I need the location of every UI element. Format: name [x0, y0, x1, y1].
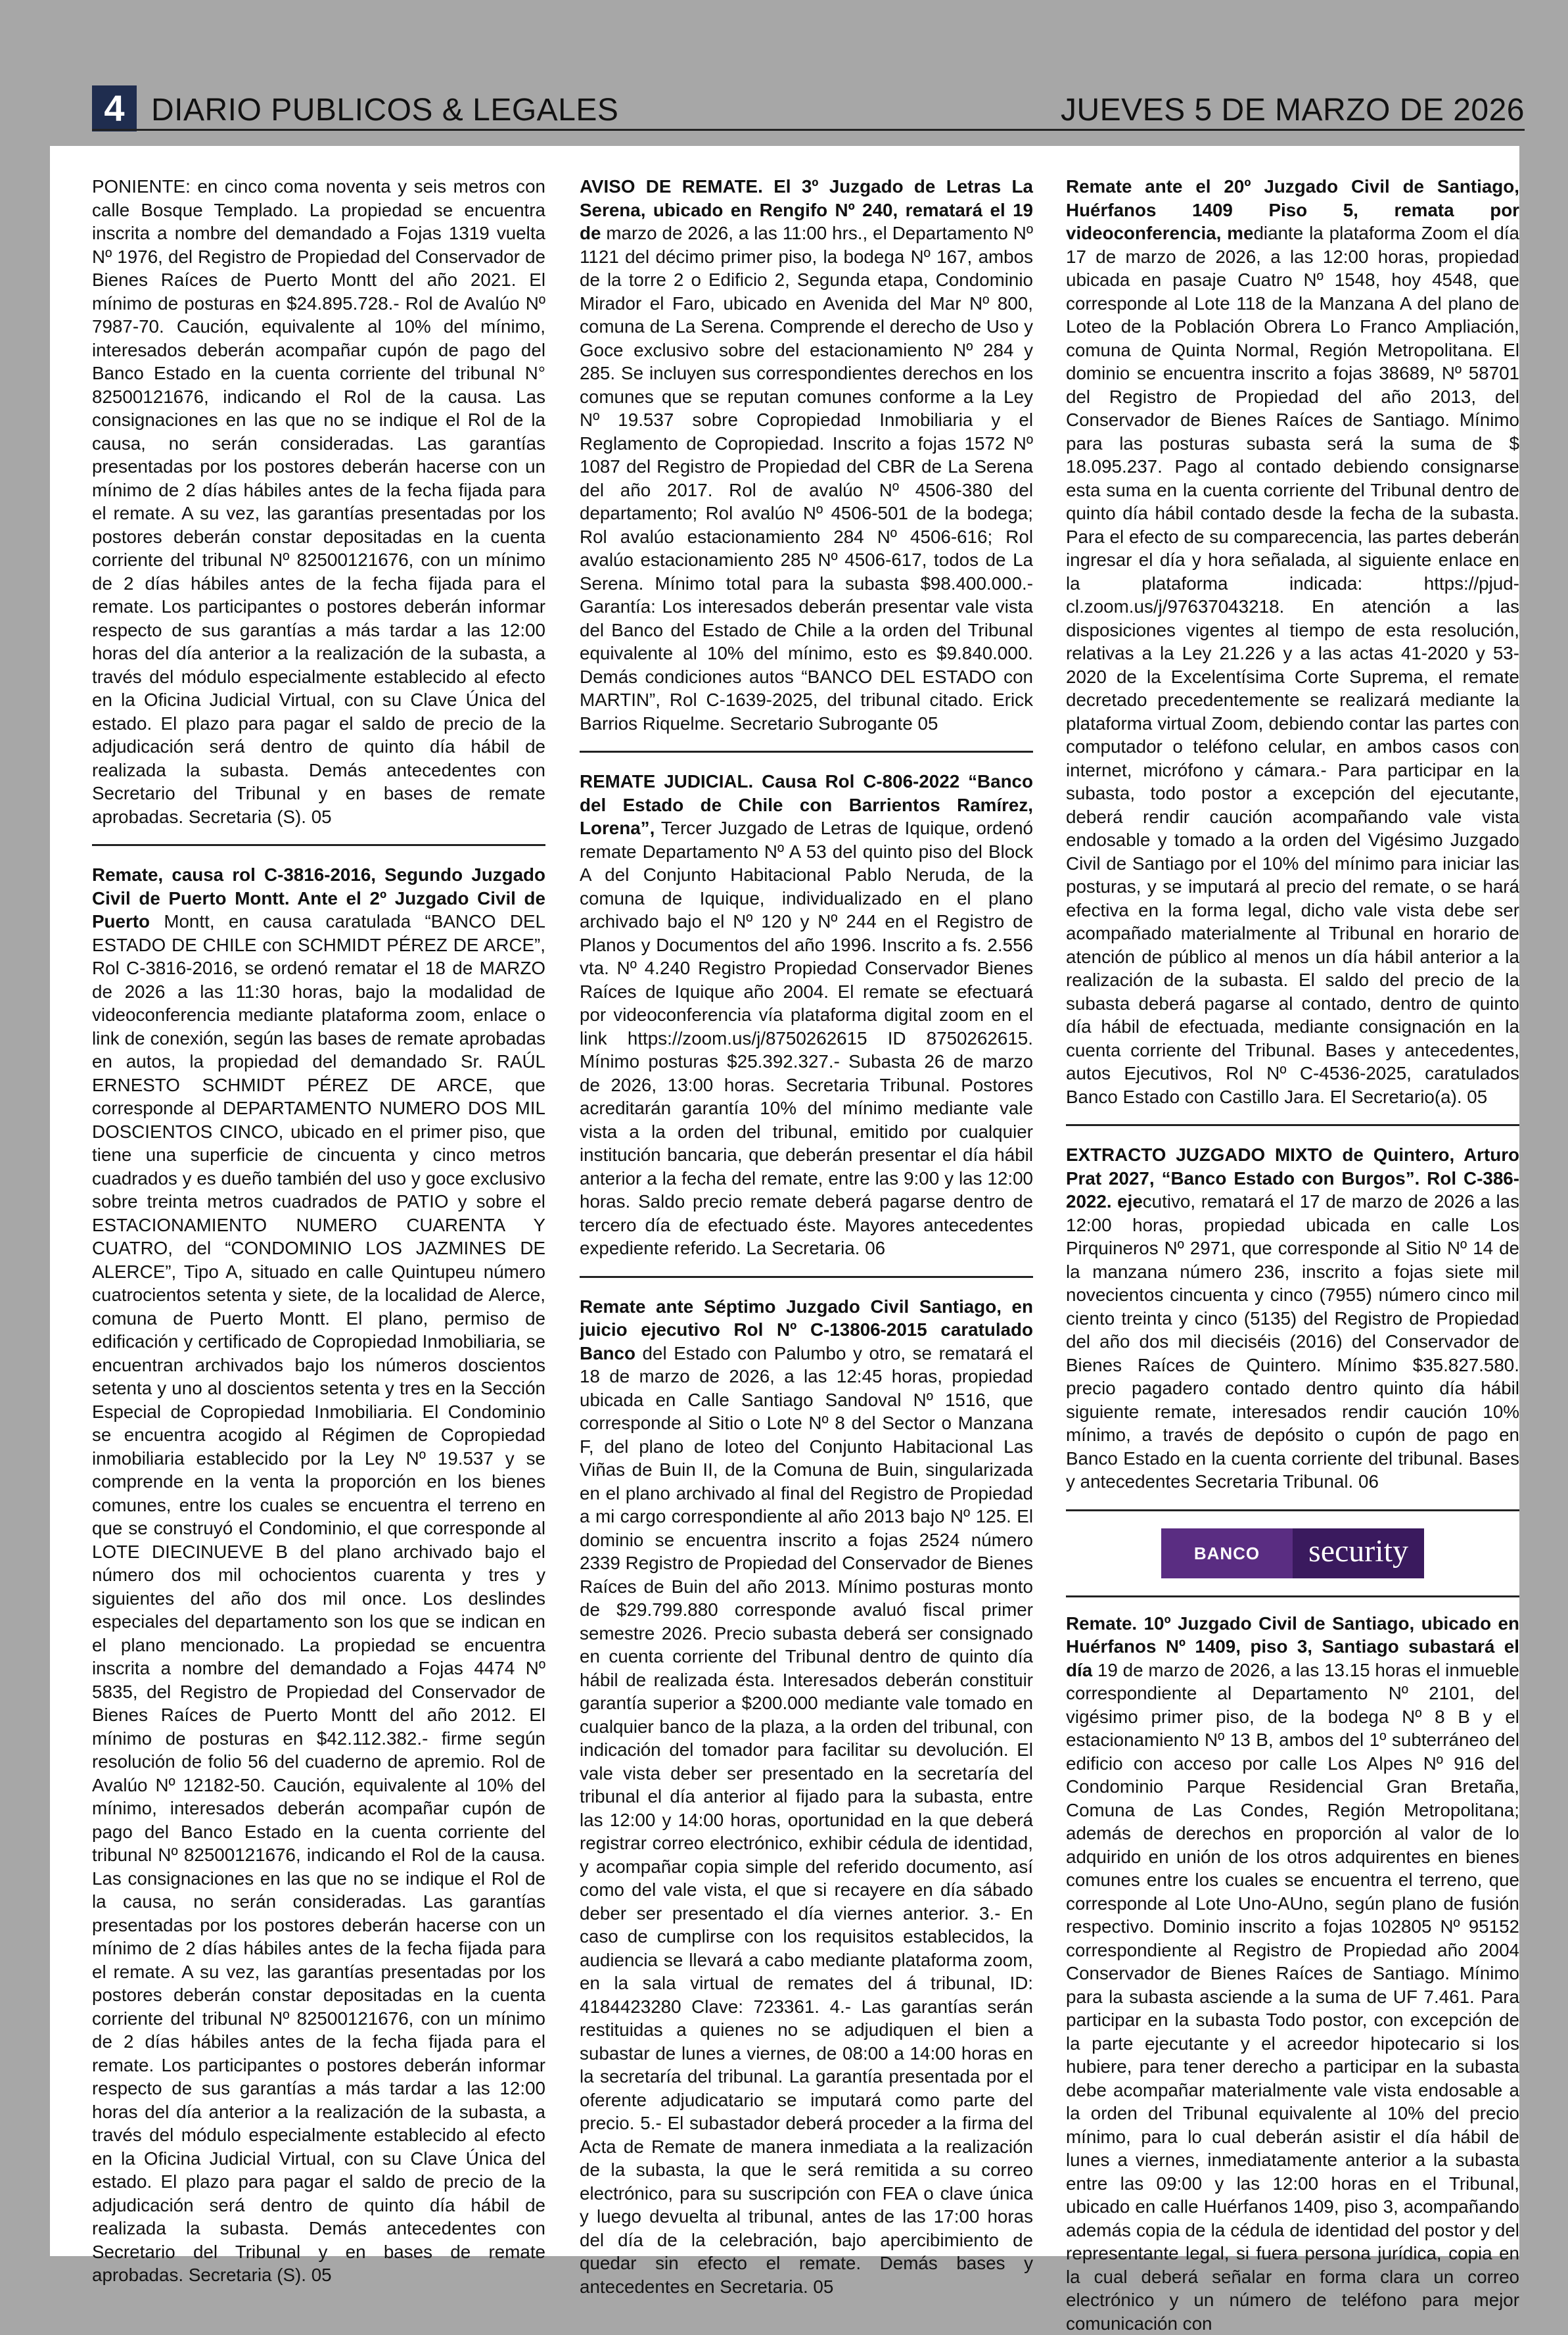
notice-10-juzgado: [1066, 1612, 1519, 2335]
publication-title: DIARIO PUBLICOS & LEGALES: [151, 91, 618, 130]
column-1: [92, 175, 545, 2287]
column-3: [1066, 175, 1519, 2335]
notice-body: marzo de 2026, a las 11:00 hrs., el Departamento Nº 1121 del décimo primer piso, la bodega Nº 167, ambos de la torre 2 o Edificio 2, Segunda etapa, Condominio Mirador el Faro, ubicado en Avenida del Mar Nº 800, comuna de La Serena. Comprende el derecho de Uso y Goce exclusivo sobre del estacionamiento Nº 284 y 285. Se incluyen sus correspondientes derechos en los comunes que se reputan comunes conforme a la Ley Nº 19.537 sobre Copropiedad Inmobiliaria y el Reglamento de Copropiedad. Inscrito a fojas 1572 Nº 1087 del Registro de Propiedad del CBR de La Serena del año 2017. Rol de avalúo Nº 4506-380 del departamento; Rol avalúo Nº 4506-501 de la bodega; Rol avalúo estacionamiento 284 Nº 4506-616; Rol avalúo estacionamiento 285 Nº 4506-617, todos de La Serena. Mínimo total para la subasta $98.400.000.- Garantía: Los interesados deberán presentar vale vista del Banco del Estado de Chile a la orden del Tribunal equivalente al 10% del mínimo, esto es $9.840.000. Demás condiciones autos “BANCO DEL ESTADO con MARTIN”, Rol C-1639-2025, del tribunal citado. Erick Barrios Riquelme. Secretario Subrogante 05: [580, 223, 1033, 734]
notice-iquique: [580, 770, 1033, 1260]
notice-divider: [1066, 1124, 1519, 1126]
notice-body: 19 de marzo de 2026, a las 13.15 horas el inmueble correspondiente al Departamento Nº 2101, del vigésimo primer piso, de la bodega Nº 8 B y el estacionamiento Nº 13 B, ambos del 1º subterráneo del edificio con acceso por calle Los Alpes Nº 916 del Condominio Parque Residencial Gran Bretaña, Comuna de Las Condes, Región Metropolitana; además de derechos en proporción al valor de lo adquirido en unión de los otros adquirentes en bienes comunes entre los cuales se encuentra el terreno, que corresponde al Lote Uno-AUno, según plano de fusión respectivo. Dominio inscrito a fojas 102805 Nº 95152 correspondiente al Registro de Propiedad año 2004 Conservador de Bienes Raíces de Santiago. Mínimo para la subasta asciende a la suma de UF 7.461. Para participar en la subasta Todo postor, con excepción de la parte ejecutante y el acreedor hipotecario si los hubiere, para tener derecho a participar en la subasta debe acompañar materialmente vale vista endosable a la orden del Tribunal equivalente al 10% del precio mínimo, para lo cual deberán asistir el día hábil de lunes a viernes, inmediatamente anterior a la subasta entre las 09:00 y las 12:00 horas en el Tribunal, ubicado en calle Huérfanos 1409, piso 3, acompañando además copia de la cédula de identidad del postor y del representante legal, si fuera persona jurídica, copia en la cual deberá señalar en forma clara un correo electrónico y un número de teléfono para mejor comunicación con: [1066, 1660, 1519, 2334]
column-2: [580, 175, 1033, 2298]
notice-divider: [1066, 1509, 1519, 1511]
notice-body: del Estado con Palumbo y otro, se rematará el 18 de marzo de 2026, a las 12:45 horas, propiedad ubicada en Calle Santiago Sandoval Nº 1516, que corresponde al Sitio o Lote Nº 8 del Sector o Manzana F, del plano de loteo del Conjunto Habitacional Las Viñas de Buin II, de la Comuna de Buin, singularizada en el plano archivado al final del Registro de Propiedad a mi cargo correspondiente al año 2013 bajo Nº 125. El dominio se encuentra inscrito a fojas 2524 número 2339 Registro de Propiedad del Conservador de Bienes Raíces de Buin del año 2013. Mínimo posturas monto de $29.799.880 corresponde avaluó fiscal primer semestre 2026. Precio subasta deberá ser consignado en cuenta corriente del Tribunal dentro de quinto día hábil de realizada ésta. Interesados deberán constituir garantía superior a $200.000 mediante vale tomado en cualquier banco de la plaza, a la orden del tribunal, con indicación del tomador para facilitar su devolución. El vale vista deber ser presentado en la secretaría del tribunal el día anterior al fijado para la subasta, entre las 12:00 y 14:00 horas, oportunidad en la que deberá registrar correo electrónico, exhibir cédula de identidad, y acompañar copia simple del referido documento, así como del vale vista, el que si recayere en día sábado deber ser presentado el día viernes anterior. 3.- En caso de cumplirse con los requisitos establecidos, la audiencia se llevará a cabo mediante plataforma zoom, en la sala virtual de remates del á tribunal, ID: 4184423280 Clave: 723361. 4.- Las garantías serán restituidas a quienes no se adjudiquen el bien a subastar de lunes a viernes, de 08:00 a 14:00 horas en la secretaría del tribunal. La garantía presentada por el oferente adjudicatario se imputará como parte del precio. 5.- El subastador deberá proceder a la firma del Acta de Remate de manera inmediata a la realización de la subasta, la que le será remitida a su correo electrónico, para su suscripción con FEA o clave única y luego devuelta al tribunal, antes de las 17:00 horas del día de la celebración, bajo apercibimiento de quedar sin efecto el remate. Demás bases y antecedentes en Secretaria. 05: [580, 1343, 1033, 2297]
notice-puerto-montt: [92, 863, 545, 2287]
notice-heading: Remate. 10º Juzgado Civil de Santiago, ubicado en Huérfanos Nº 1409, piso 3, Santiago subastará el día: [1066, 1613, 1519, 1680]
notice-body: Montt, en causa caratulada “BANCO DEL ESTADO DE CHILE con SCHMIDT PÉREZ DE ARCE”, Rol C-3816-2016, se ordenó rematar el 18 de MARZO de 2026 a las 11:30 horas, bajo la modalidad de videoconferencia mediante plataforma zoom, enlace o link de conexión, según las bases de remate aprobadas en autos, la propiedad del demandado Sr. RAÚL ERNESTO SCHMIDT PÉREZ DE ARCE, que corresponde al DEPARTAMENTO NUMERO DOS MIL DOSCIENTOS CINCO, ubicado en el primer piso, que tiene una superficie de cincuenta y cinco metros cuadrados y es dueño también del uso y goce exclusivo sobre treinta metros cuadrados de PATIO y sobre el ESTACIONAMIENTO NUMERO CUARENTA Y CUATRO, del “CONDOMINIO LOS JAZMINES DE ALERCE”, Tipo A, situado en calle Quintupeu número cuatrocientos setenta y siete, de la localidad de Alerce, comuna de Puerto Montt. El plano, permiso de edificación y certificado de Copropiedad Inmobiliaria, se encuentran archivados bajo los números doscientos setenta y uno al doscientos setenta y tres en la Sección Especial de Copropiedad Inmobiliaria. El Condominio se encuentra acogido al Régimen de Copropiedad inmobiliaria establecido por la Ley Nº 19.537 y se comprende en la venta la proporción en los bienes comunes, entre los cuales se encuentra el terreno en que se construyó el Condominio, el que corresponde al LOTE DIECINUEVE B del plano archivado bajo el número dos mil ochocientos cuarenta y tres y siguientes del año dos mil once. Los deslindes especiales del departamento son los que se indican en el plano mencionado. La propiedad se encuentra inscrita a nombre del demandado a Fojas 4474 Nº 5835, del Registro de Propiedad del Conservador de Bienes Raíces de Puerto Montt del año 2012. El mínimo de posturas en $42.112.382.- firme según resolución de folio 56 del cuaderno de apremio. Rol de Avalúo Nº 12182-50. Caución, equivalente al 10% del mínimo, interesados deberán acompañar cupón de pago del Banco Estado en la cuenta corriente del tribunal Nº 82500121676, indicando el Rol de la causa. Las consignaciones en las que no se indique el Rol de la causa, no serán consideradas. Las garantías presentadas por los postores deberán hacerse con un mínimo de 2 días hábiles antes de la fecha fijada para el remate. A su vez, las garantías presentadas por los postores deberán constar depositadas en la cuenta corriente del tribunal Nº 82500121676, con un mínimo de 2 días hábiles antes de la fecha fijada para el remate. Los participantes o postores deberán informar respecto de sus garantías a más tardar a las 12:00 horas del día anterior a la realización de la subasta, a través del módulo especialmente establecido al efecto en la Oficina Judicial Virtual, con su Clave Única del estado. El plazo para pagar el saldo de precio de la adjudicación será dentro de quinto día hábil de realizada la subasta. Demás antecedentes con Secretario del Tribunal y en bases de remate aprobadas. Secretaria (S). 05: [92, 911, 545, 2285]
header-rule: [92, 129, 1525, 131]
notice-heading: Remate ante Séptimo Juzgado Civil Santiago, en juicio ejecutivo Rol Nº C-13806-2015 caratulado Banco: [580, 1296, 1033, 1363]
logo-banco-text: BANCO: [1161, 1528, 1293, 1578]
notice-la-serena: [580, 175, 1033, 735]
notice-20-juzgado: [1066, 175, 1519, 1108]
notice-body: diante la plataforma Zoom el día 17 de marzo de 2026, a las 12:00 horas, propiedad ubicada en pasaje Cuatro Nº 1548, hoy 4548, que corresponde al Lote 118 de la Manzana A del plano de Loteo de la Población Obrera Lo Franco Ampliación, comuna de Quinta Normal, Región Metropolitana. El dominio se encuentra inscrito a fojas 38689, Nº 58701 del Registro de Propiedad del año 2013, del Conservador de Bienes Raíces de Santiago. Mínimo para las posturas subasta será la suma de $ 18.095.237. Pago al contado debiendo consignarse esta suma en la cuenta corriente del Tribunal dentro de quinto día hábil contado desde la fecha de la subasta. Para el efecto de su comparecencia, las partes deberán ingresar el día y hora señalada, al siguiente enlace en la plataforma indicada: https://pjud-cl.zoom.us/j/97637043218. En atención a las disposiciones vigentes al tiempo de esta resolución, relativas a la Ley 21.226 y a las actas 41-2020 y 53-2020 de la Excelentísima Corte Suprema, el remate decretado precedentemente se realizará mediante la plataforma virtual Zoom, debiendo contar las partes con computador o teléfono celular, en ambos casos con internet, micrófono y cámara.- Para participar en la subasta, todo postor a excepción del ejecutante, deberá rendir caución acompañando vale vista endosable y tomado a la orden del Vigésimo Juzgado Civil de Santiago por el 10% del mínimo para iniciar las posturas, y se imputará al precio del remate, o se hará efectiva en la forma legal, dicho vale vista debe ser acompañado materialmente al Tribunal en horario de atención de público al menos un día hábil anterior a la realización de la subasta. El saldo del precio de la subasta deberá pagarse al contado, dentro de quinto día hábil de efectuada, mediante consignación en la cuenta corriente del Tribunal. Bases y antecedentes, autos Ejecutivos, Rol Nº C-4536-2025, caratulados Banco Estado con Castillo Jara. El Secretario(a). 05: [1066, 223, 1519, 1107]
notice-heading: Remate, causa rol C-3816-2016, Segundo Juzgado Civil de Puerto Montt. Ante el 2º Juzgado Civil de Puerto: [92, 864, 545, 932]
page-header: [92, 79, 1525, 130]
sponsor-logo-area: [1066, 1528, 1519, 1578]
banco-security-logo: [1161, 1528, 1424, 1578]
notice-heading: EXTRACTO JUZGADO MIXTO de Quintero, Arturo Prat 2027, “Banco Estado con Burgos”. Rol C-386-2022. eje: [1066, 1144, 1519, 1212]
notice-divider: [580, 751, 1033, 753]
page-number: 4: [92, 85, 137, 131]
notice-divider: [580, 1276, 1033, 1278]
notice-heading: REMATE JUDICIAL. Causa Rol C-806-2022 “Banco del Estado de Chile con Barrientos Ramírez, Lorena”,: [580, 771, 1033, 838]
notice-quintero: [1066, 1143, 1519, 1494]
notice-divider: [92, 844, 545, 846]
notice-heading: Remate ante el 20º Juzgado Civil de Santiago, Huérfanos 1409 Piso 5, remata por videoconferencia, me: [1066, 176, 1519, 243]
notice-septimo-juzgado: [580, 1295, 1033, 2299]
publication-date: JUEVES 5 DE MARZO DE 2026: [1061, 91, 1525, 130]
notice-divider: [1066, 1595, 1519, 1597]
notice-body: Tercer Juzgado de Letras de Iquique, ordenó remate Departamento Nº A 53 del quinto piso del Block A del Conjunto Habitacional Pablo Neruda, de la comuna de Iquique, individualizado en el plano archivado bajo el Nº 120 y Nº 244 en el Registro de Planos y Documentos del año 1996. Inscrito a fs. 2.556 vta. Nº 4.240 Registro Propiedad Conservador Bienes Raíces de Iquique año 2004. El remate se efectuará por videoconferencia vía plataforma digital zoom en el link https://zoom.us/j/8750262615 ID 8750262615. Mínimo posturas $25.392.327.- Subasta 26 de marzo de 2026, 13:00 horas. Secretaria Tribunal. Postores acreditarán garantía 10% del mínimo mediante vale vista a la orden del tribunal, emitido por cualquier institución bancaria, que deberán presentar el día hábil anterior a la fecha del remate, entre las 9:00 y las 12:00 horas. Saldo precio remate deberá pagarse dentro de tercero día de efectuado éste. Mayores antecedentes expediente referido. La Secretaria. 06: [580, 818, 1033, 1258]
notice-body: cutivo, rematará el 17 de marzo de 2026 a las 12:00 horas, propiedad ubicada en calle Los Pirquineros Nº 2971, que corresponde al Sitio Nº 14 de la manzana número 236, inscrito a fojas siete mil novecientos cincuenta y cinco (7955) número cinco mil ciento treinta y cinco (5135) del Registro de Propiedad del año dos mil dieciséis (2016) del Conservador de Bienes Raíces de Quintero. Mínimo $35.827.580. precio pagadero contado dentro quinto día hábil siguiente remate, interesados rendir caución 10% mínimo, a través de depósito o cupón de pago en Banco Estado en la cuenta corriente del tribunal. Bases y antecedentes Secretaria Tribunal. 06: [1066, 1191, 1519, 1492]
notice-continued: PONIENTE: en cinco coma noventa y seis metros con calle Bosque Templado. La propiedad se encuentra inscrita a nombre del demandado a Fojas 1319 vuelta Nº 1976, del Registro de Propiedad del Conservador de Bienes Raíces de Puerto Montt del año 2021. El mínimo de posturas en $24.895.728.- Rol de Avalúo Nº 7987-70. Caución, equivalente al 10% del mínimo, interesados deberán acompañar cupón de pago del Banco Estado en la cuenta corriente del tribunal N° 82500121676, indicando el Rol de la causa. Las consignaciones en las que no se indique el Rol de la causa, no serán consideradas. Las garantías presentadas por los postores deberán hacerse con un mínimo de 2 días hábiles antes de la fecha fijada para el remate. A su vez, las garantías presentadas por los postores deberán constar depositadas en la cuenta corriente del tribunal Nº 82500121676, con un mínimo de 2 días hábiles antes de la fecha fijada para el remate. Los participantes o postores deberán informar respecto de sus garantías a más tardar a las 12:00 horas del día anterior a la realización de la subasta, a través del módulo especialmente establecido al efecto en la Oficina Judicial Virtual, con su Clave Única del estado. El plazo para pagar el saldo de precio de la adjudicación será dentro de quinto día hábil de realizada la subasta. Demás antecedentes con Secretario del Tribunal y en bases de remate aprobadas. Secretaria (S). 05: [92, 175, 545, 828]
logo-security-text: security: [1293, 1528, 1424, 1578]
notice-heading: AVISO DE REMATE. El 3º Juzgado de Letras La Serena, ubicado en Rengifo Nº 240, rematará el 19 de: [580, 176, 1033, 243]
